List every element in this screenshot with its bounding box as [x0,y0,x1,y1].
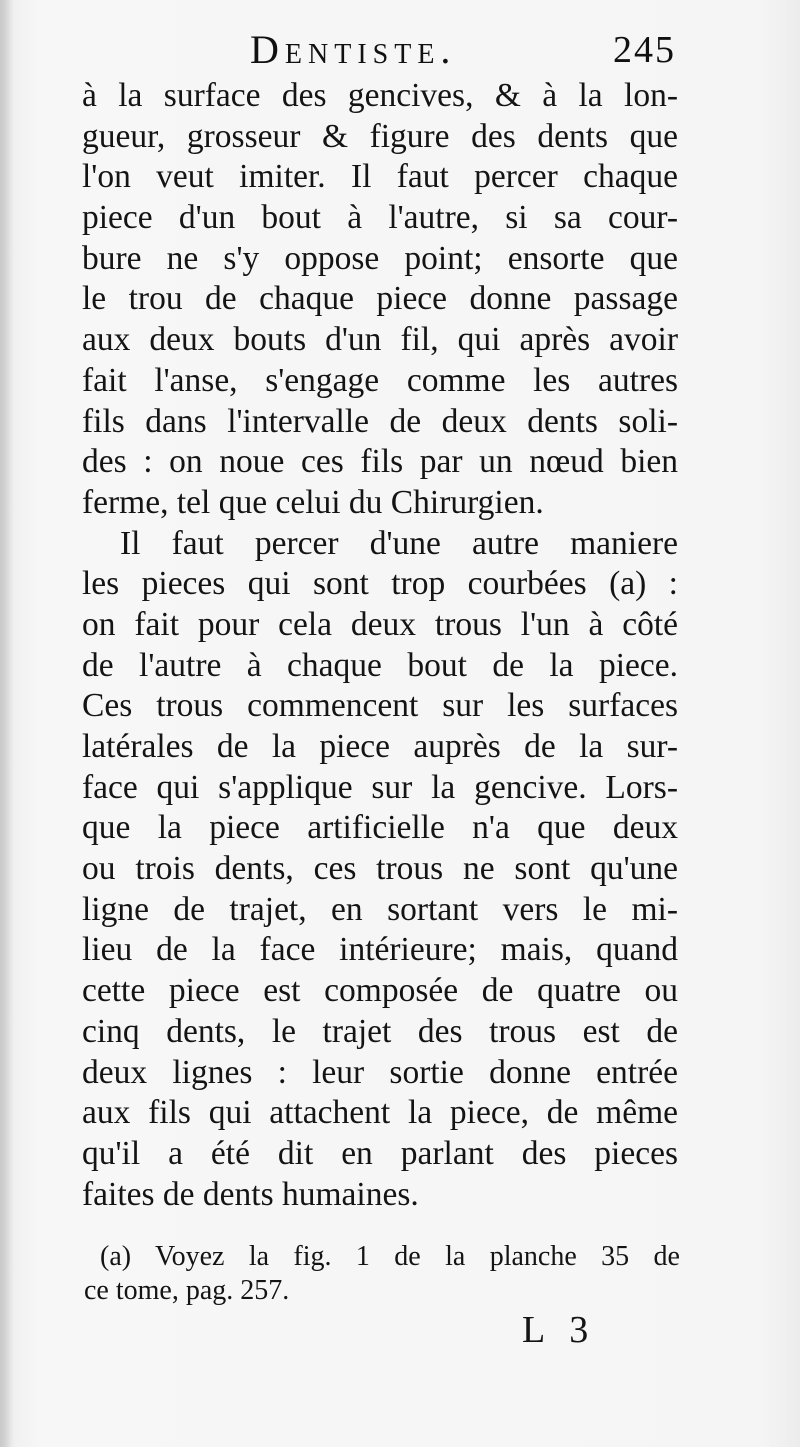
text-line: Ces trous commencent sur les surfaces [82,687,678,725]
text-line: bure ne s'y oppose point; ensorte que [82,239,678,277]
text-line: l'on veut imiter. Il faut percer chaque [82,158,678,196]
text-line: gueur, grosseur & figure des dents que [82,117,678,155]
body-text [82,76,678,1215]
text-line: Il faut percer d'une autre maniere [120,524,678,562]
text-line: lieu de la face intérieure; mais, quand [82,931,678,969]
footnote-line: ce tome, pag. 257. [84,1275,290,1306]
text-line: latérales de la piece auprès de la sur- [82,728,678,765]
text-line: cinq dents, le trajet des trous est de [82,1012,678,1050]
text-line: à la surface des gencives, & à la lon- [82,77,678,114]
text-line: aux fils qui attachent la piece, de même [82,1094,678,1132]
page-gutter-shadow [0,0,14,1447]
signature-mark: L 3 [522,1309,597,1351]
footnote-line: (a) Voyez la fig. 1 de la planche 35 de [100,1241,680,1272]
footnote [84,1240,680,1308]
text-line: on fait pour cela deux trous l'un à côté [82,605,678,643]
text-line: aux deux bouts d'un fil, qui après avoir [82,321,678,359]
text-line: fait l'anse, s'engage comme les autres [82,361,678,399]
text-line: qu'il a été dit en parlant des pieces [82,1134,678,1172]
running-head: Dentiste. [250,27,457,72]
text-line: que la piece artificielle n'a que deux [82,809,678,847]
text-line: les pieces qui sont trop courbées (a) : [82,565,678,603]
text-line: des : on noue ces fils par un nœud bien [82,443,678,481]
page-header [0,24,800,84]
text-line: fils dans l'intervalle de deux dents soli- [82,402,678,440]
text-line: ferme, tel que celui du Chirurgien. [82,483,544,521]
text-line: cette piece est composée de quatre ou [82,972,678,1010]
text-line: de l'autre à chaque bout de la piece. [82,646,678,684]
text-line: face qui s'applique sur la gencive. Lors- [82,768,678,806]
text-line: le trou de chaque piece donne passage [82,280,678,318]
text-line: ou trois dents, ces trous ne sont qu'une [82,850,678,888]
page-number: 245 [613,29,676,71]
text-line: ligne de trajet, en sortant vers le mi- [82,890,678,928]
text-line: piece d'un bout à l'autre, si sa cour- [82,199,678,237]
text-line: faites de dents humaines. [82,1175,419,1213]
text-line: deux lignes : leur sortie donne entrée [82,1053,678,1091]
